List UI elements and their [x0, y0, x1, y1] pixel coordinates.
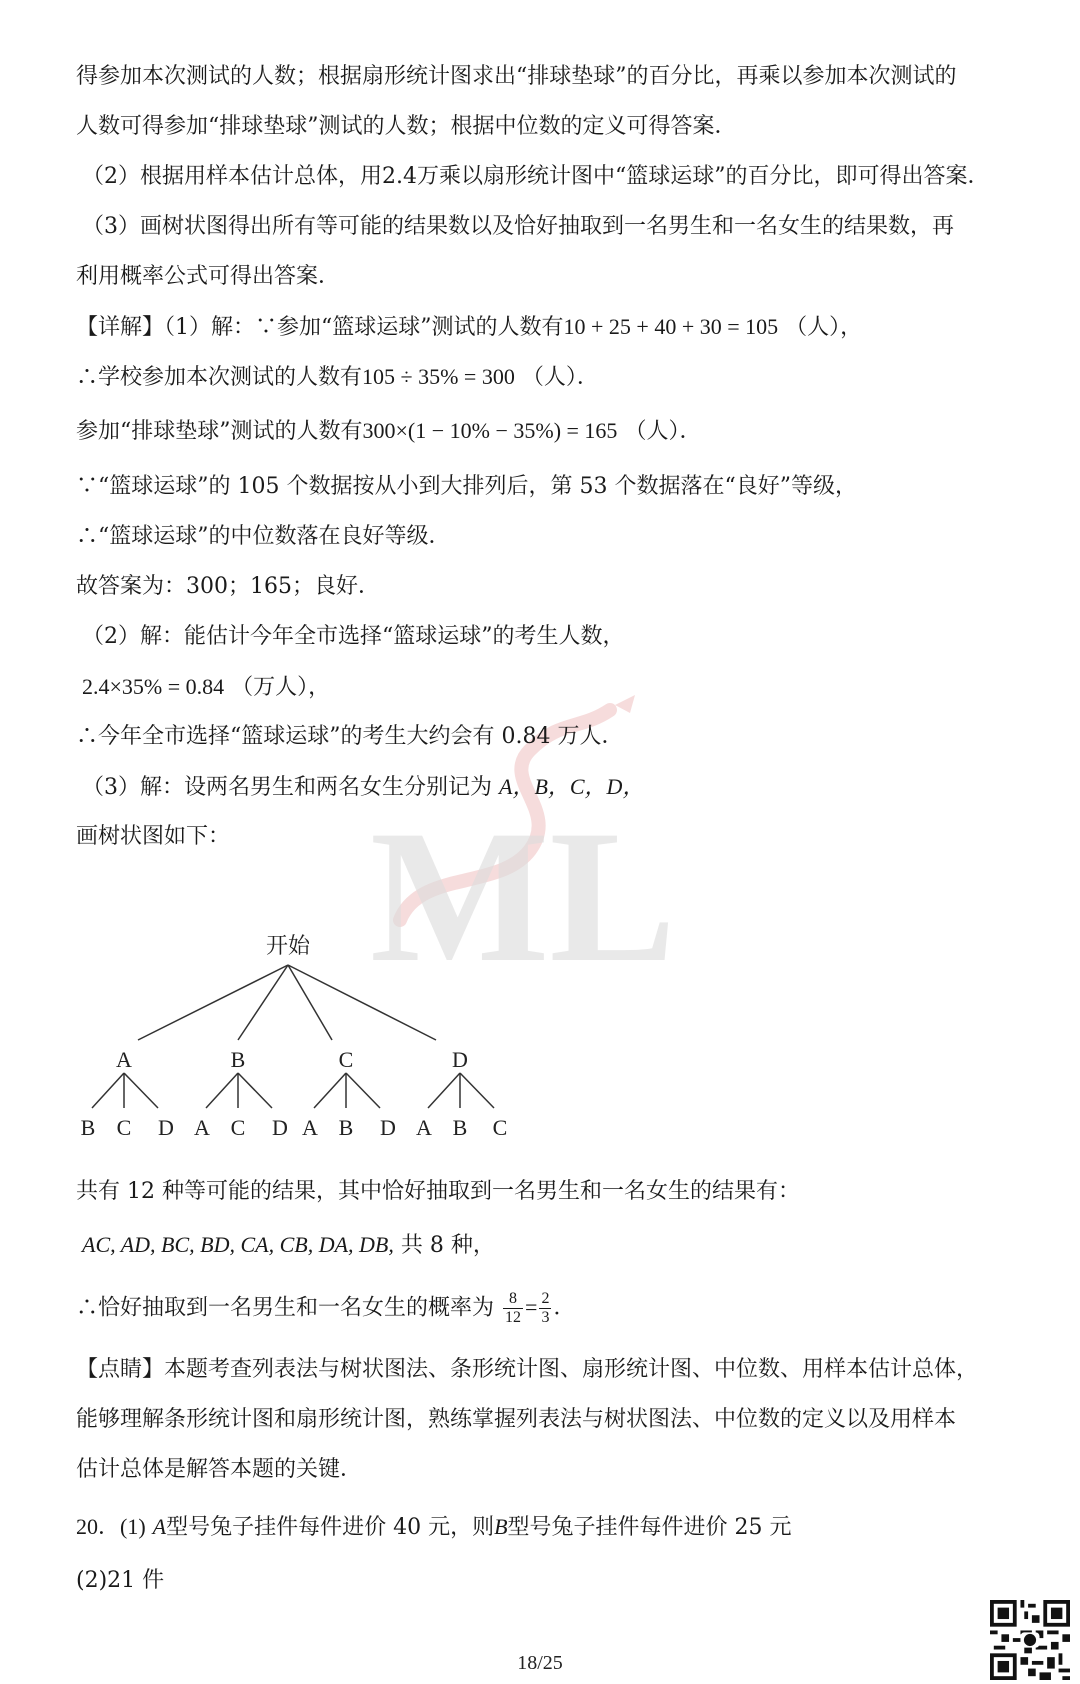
- tree-node: A: [116, 1047, 132, 1072]
- fraction: [539, 1290, 551, 1327]
- outcome-list: AC, AD, BC, BD, CA, CB, DA, DB,: [82, 1232, 394, 1257]
- text-line: ∴“篮球运球”的中位数落在良好等级．: [76, 524, 451, 549]
- text-segment: （万人），: [231, 675, 331, 700]
- text-line: ∴今年全市选择“篮球运球”的考生大约会有 0.84 万人．: [76, 724, 624, 749]
- solution-line: [76, 1290, 575, 1327]
- tree-leaf: D: [380, 1115, 396, 1140]
- text-segment: 参加“排球垫球”测试的人数有: [76, 419, 363, 444]
- fraction-numerator: 2: [541, 1290, 550, 1307]
- solution-line: [76, 416, 701, 447]
- answer-line: [76, 1512, 792, 1543]
- text-segment: （3）解：设两名男生和两名女生分别记为: [82, 775, 492, 800]
- text-line: 得参加本次测试的人数；根据扇形统计图求出“排球垫球”的百分比，再乘以参加本次测试的: [76, 64, 957, 89]
- text-line: 【点睛】本题考查列表法与树状图法、条形统计图、扇形统计图、中位数、用样本估计总体，: [76, 1357, 979, 1382]
- tree-node: C: [338, 1047, 354, 1072]
- math-expression: 10 + 25 + 40 + 30 = 105: [563, 314, 779, 339]
- svg-text:ML: ML: [370, 792, 677, 990]
- page-number: 18/25: [517, 1652, 563, 1674]
- tree-leaf: D: [272, 1115, 288, 1140]
- text-line: ∵“篮球运球”的 105 个数据按从小到大排列后，第 53 个数据落在“良好”等级，: [76, 474, 857, 499]
- solution-line: [76, 362, 599, 393]
- text-segment: ．: [553, 1295, 576, 1321]
- tree-leaf: C: [230, 1115, 246, 1140]
- tree-leaf: A: [416, 1115, 432, 1140]
- variable-list: A，B，C，D，: [499, 774, 645, 799]
- tree-leaf: C: [116, 1115, 132, 1140]
- text-line: （2）解：能估计今年全市选择“篮球运球”的考生人数，: [82, 624, 625, 649]
- tree-leaf: B: [80, 1115, 96, 1140]
- tree-root-label: 开始: [265, 933, 311, 958]
- tree-leaf: A: [302, 1115, 318, 1140]
- tree-node: B: [230, 1047, 246, 1072]
- text-segment: （人），: [785, 315, 863, 340]
- tree-leaf: A: [194, 1115, 210, 1140]
- text-line: 共有 12 种等可能的结果，其中恰好抽取到一名男生和一名女生的结果有：: [76, 1179, 800, 1204]
- fraction-denominator: 3: [541, 1309, 550, 1326]
- text-line: 利用概率公式可得出答案．: [76, 264, 341, 289]
- math-expression: 300×(1 − 10% − 35%) = 165: [362, 418, 618, 443]
- text-segment: 共 8 种，: [400, 1233, 495, 1258]
- tree-node: D: [452, 1047, 468, 1072]
- math-expression: 105 ÷ 35% = 300: [362, 364, 515, 389]
- math-expression: 2.4×35% = 0.84: [82, 674, 225, 699]
- text-segment: 【详解】（1）解：∵参加“篮球运球”测试的人数有: [76, 315, 564, 340]
- text-line: （2）根据用样本估计总体，用2.4万乘以扇形统计图中“篮球运球”的百分比，即可得出答案．: [82, 164, 990, 189]
- solution-line: [76, 312, 862, 343]
- equals-sign: =: [525, 1294, 538, 1320]
- text-segment: （人）．: [521, 365, 599, 390]
- fraction-numerator: 8: [503, 1290, 523, 1309]
- text-segment: 型号兔子挂件每件进价 25 元: [507, 1515, 792, 1540]
- solution-line: [82, 772, 644, 803]
- text-line: （3）画树状图得出所有等可能的结果数以及恰好抽取到一名男生和一名女生的结果数，再: [82, 214, 955, 239]
- solution-line: [82, 1230, 495, 1261]
- tree-leaf: D: [158, 1115, 174, 1140]
- text-line: 故答案为：300；165；良好．: [76, 574, 380, 599]
- text-line: 能够理解条形统计图和扇形统计图，熟练掌握列表法与树状图法、中位数的定义以及用样本: [76, 1407, 957, 1432]
- tree-edges: [92, 965, 494, 1108]
- text-line: (2)21 件: [76, 1568, 165, 1593]
- variable: B: [494, 1514, 508, 1539]
- tree-leaf: B: [452, 1115, 468, 1140]
- text-line: 估计总体是解答本题的关键．: [76, 1457, 363, 1482]
- text-segment: 型号兔子挂件每件进价 40 元，则: [166, 1515, 495, 1540]
- fraction-denominator: 12: [505, 1309, 522, 1326]
- fraction: [503, 1290, 523, 1327]
- text-line: 画树状图如下：: [76, 824, 231, 849]
- text-segment: 20．(1): [76, 1514, 146, 1539]
- solution-line: [82, 672, 330, 703]
- text-segment: ∴学校参加本次测试的人数有: [76, 365, 363, 390]
- tree-leaf: B: [338, 1115, 354, 1140]
- text-segment: （人）．: [624, 419, 702, 444]
- variable: A: [152, 1514, 167, 1539]
- tree-diagram: [70, 925, 570, 1150]
- tree-leaf: C: [492, 1115, 508, 1140]
- text-line: 人数可得参加“排球垫球”测试的人数；根据中位数的定义可得答案．: [76, 114, 737, 139]
- text-segment: ∴恰好抽取到一名男生和一名女生的概率为: [76, 1295, 495, 1321]
